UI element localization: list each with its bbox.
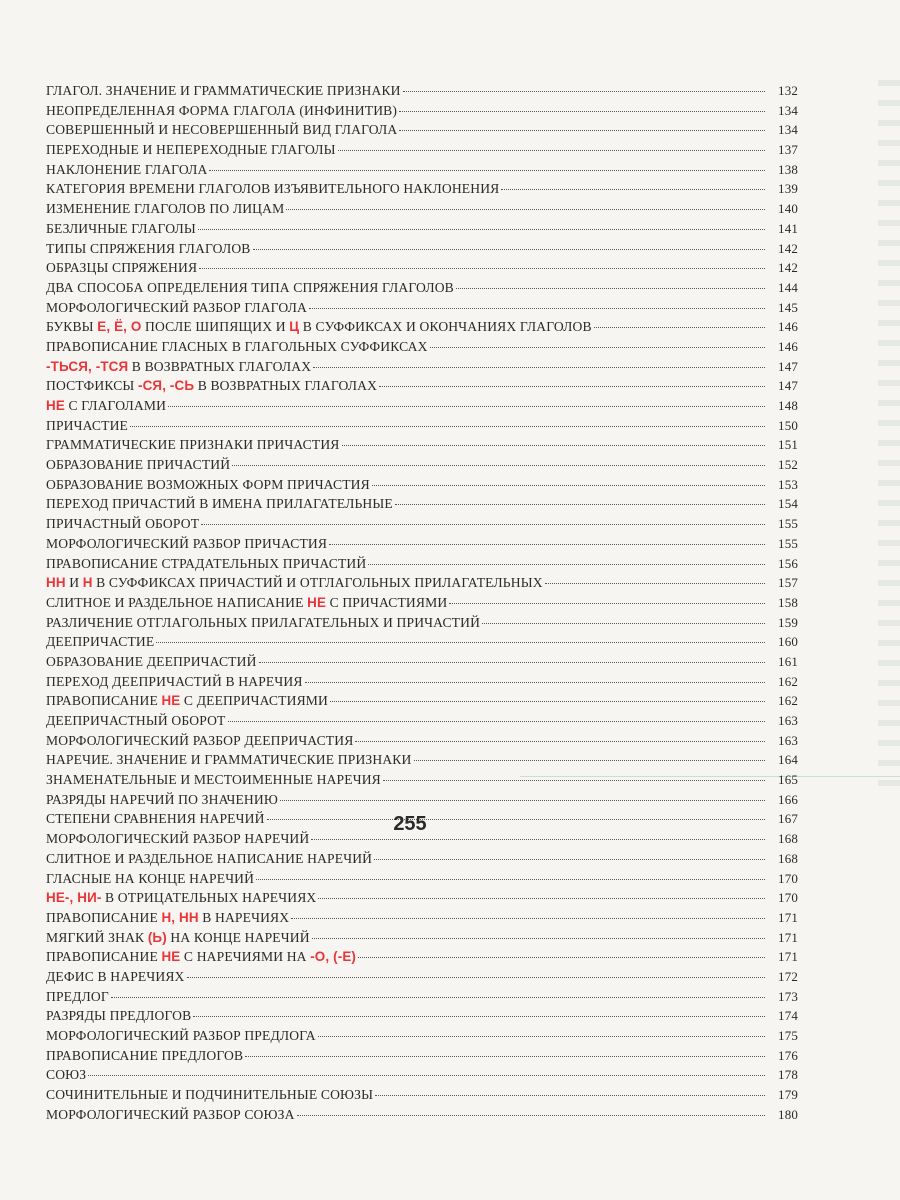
title-text: ЗНАМЕНАТЕЛЬНЫЕ И МЕСТОИМЕННЫЕ НАРЕЧИЯ (46, 772, 381, 788)
toc-entry-title (46, 593, 447, 613)
toc-entry-title (46, 888, 316, 908)
toc-entry (46, 1046, 798, 1066)
dot-leader (329, 544, 765, 545)
toc-entry (46, 947, 798, 967)
title-text: В СУФФИКСАХ ПРИЧАСТИЙ И ОТГЛАГОЛЬНЫХ ПРИЛАГАТЕЛЬНЫХ (92, 575, 543, 591)
toc-entry-page: 150 (778, 417, 798, 433)
toc-entry (46, 987, 798, 1007)
toc-entry (46, 869, 798, 889)
toc-entry-title (46, 1006, 191, 1026)
toc-entry-title (46, 120, 397, 140)
title-text: БЕЗЛИЧНЫЕ ГЛАГОЛЫ (46, 220, 196, 236)
title-text: ПРАВОПИСАНИЕ (46, 693, 162, 709)
toc-entry (46, 120, 798, 140)
toc-entry (46, 435, 798, 455)
dot-leader (130, 426, 765, 427)
toc-entry (46, 494, 798, 514)
toc-entry-title (46, 179, 499, 199)
dot-leader (309, 308, 765, 309)
title-text: ПРЕДЛОГ (46, 988, 109, 1004)
dot-leader (501, 189, 765, 190)
title-text: ПЕРЕХОД ДЕЕПРИЧАСТИЙ В НАРЕЧИЯ (46, 673, 303, 689)
dot-leader (318, 898, 765, 899)
toc-entry-page: 171 (778, 909, 798, 925)
title-text: МОРФОЛОГИЧЕСКИЙ РАЗБОР ПРЕДЛОГА (46, 1028, 316, 1043)
toc-entry (46, 770, 798, 790)
toc-entry-title (46, 494, 393, 514)
toc-entry-title (46, 731, 353, 751)
toc-entry-title (46, 1026, 316, 1046)
toc-entry-page: 147 (778, 358, 798, 374)
dot-leader (449, 603, 765, 604)
highlighted-morpheme: Н (82, 575, 93, 591)
dot-leader (372, 485, 765, 486)
title-text: ДЕЕПРИЧАСТНЫЙ ОБОРОТ (46, 713, 226, 728)
toc-entry-page: 161 (778, 653, 798, 669)
toc-entry-title (46, 317, 592, 337)
toc-entry-page: 163 (778, 732, 798, 748)
toc-entry (46, 652, 798, 672)
toc-entry-title (46, 750, 412, 770)
dot-leader (358, 957, 765, 958)
toc-entry-page: 146 (778, 338, 798, 354)
dot-leader (482, 623, 765, 624)
toc-entry-page: 172 (778, 968, 798, 984)
page-number: 255 (393, 813, 427, 835)
toc-entry-page: 176 (778, 1047, 798, 1063)
toc-entry-page: 162 (778, 693, 798, 709)
toc-entry (46, 278, 798, 298)
title-text: С НАРЕЧИЯМИ НА (180, 949, 311, 965)
toc-entry-title (46, 711, 226, 731)
title-text: МОРФОЛОГИЧЕСКИЙ РАЗБОР ПРИЧАСТИЯ (46, 535, 328, 551)
toc-entry-title (46, 81, 401, 101)
title-text: МОРФОЛОГИЧЕСКИЙ РАЗБОР ДЕЕПРИЧАСТИЯ (46, 732, 354, 748)
highlighted-morpheme: НЕ (307, 594, 327, 610)
title-text: В НАРЕЧИЯХ (198, 909, 290, 925)
toc-entry (46, 81, 798, 101)
toc-entry-page: 140 (778, 201, 798, 217)
title-text: ДЕФИС В НАРЕЧИЯХ (46, 968, 185, 984)
toc-entry-title (46, 1065, 86, 1085)
title-text: ГЛАГОЛ. ЗНАЧЕНИЕ И ГРАММАТИЧЕСКИЕ ПРИЗНАКИ (46, 83, 401, 98)
title-text: РАЗРЯДЫ НАРЕЧИЙ ПО ЗНАЧЕНИЮ (46, 791, 278, 807)
toc-entry (46, 967, 798, 987)
toc-entry (46, 554, 798, 574)
toc-entry-page: 165 (778, 772, 798, 788)
toc-entry (46, 239, 798, 259)
table-of-contents (46, 81, 798, 1124)
toc-entry (46, 534, 798, 554)
toc-entry (46, 731, 798, 751)
toc-entry-page: 167 (778, 811, 798, 827)
toc-entry-page: 141 (778, 220, 798, 236)
title-text: РАЗЛИЧЕНИЕ ОТГЛАГОЛЬНЫХ ПРИЛАГАТЕЛЬНЫХ И ПРИЧАСТИЙ (46, 614, 481, 630)
title-text: ОБРАЗОВАНИЕ ДЕЕПРИЧАСТИЙ (46, 653, 257, 669)
toc-entry (46, 1105, 798, 1125)
toc-entry-page: 164 (778, 752, 798, 768)
title-text: ПРАВОПИСАНИЕ (46, 909, 162, 925)
toc-entry-title (46, 967, 185, 987)
toc-entry-page: 156 (778, 555, 798, 571)
toc-entry-page: 168 (778, 850, 798, 866)
dot-leader (342, 445, 766, 446)
dot-leader (291, 918, 765, 919)
title-text: ПРАВОПИСАНИЕ ПРЕДЛОГОВ (46, 1047, 244, 1063)
dot-leader (209, 170, 765, 171)
title-text: ДЕЕПРИЧАСТИЕ (46, 634, 155, 650)
dot-leader (330, 701, 765, 702)
toc-entry-title (46, 396, 166, 416)
title-text: СЛИТНОЕ И РАЗДЕЛЬНОЕ НАПИСАНИЕ (46, 594, 308, 610)
dot-leader (375, 1095, 765, 1096)
dot-leader (256, 879, 765, 880)
highlighted-morpheme: -СЯ, -СЬ (137, 378, 195, 394)
toc-entry-page: 171 (778, 949, 798, 965)
toc-entry (46, 573, 798, 593)
toc-entry (46, 888, 798, 908)
toc-entry (46, 298, 798, 318)
dot-leader (338, 150, 765, 151)
toc-entry (46, 219, 798, 239)
highlighted-morpheme: НЕ-, НИ- (46, 890, 102, 906)
toc-entry-title (46, 554, 366, 574)
dot-leader (456, 288, 765, 289)
toc-entry-title (46, 1105, 295, 1125)
dot-leader (374, 859, 765, 860)
dot-leader (88, 1075, 765, 1076)
toc-entry (46, 928, 798, 948)
toc-entry-title (46, 613, 480, 633)
toc-entry-title (46, 1085, 373, 1105)
toc-entry-page: 170 (778, 870, 798, 886)
toc-entry-title (46, 947, 356, 967)
toc-entry-title (46, 219, 196, 239)
title-text: В СУФФИКСАХ И ОКОНЧАНИЯХ ГЛАГОЛОВ (299, 319, 592, 335)
toc-entry (46, 199, 798, 219)
title-text: РАЗРЯДЫ ПРЕДЛОГОВ (46, 1008, 192, 1024)
toc-entry-page: 132 (778, 83, 798, 98)
highlighted-morpheme: Н, НН (161, 909, 199, 925)
toc-entry-page: 134 (778, 122, 798, 138)
toc-entry (46, 1085, 798, 1105)
toc-entry (46, 160, 798, 180)
dot-leader (430, 347, 765, 348)
toc-entry-page: 175 (778, 1028, 798, 1043)
title-text: ПЕРЕХОДНЫЕ И НЕПЕРЕХОДНЫЕ ГЛАГОЛЫ (46, 142, 336, 158)
toc-entry-title (46, 869, 254, 889)
dot-leader (383, 780, 765, 781)
toc-entry-title (46, 691, 328, 711)
dot-leader (312, 938, 765, 939)
toc-entry-page: 147 (778, 378, 798, 394)
title-text: ГЛАСНЫЕ НА КОНЦЕ НАРЕЧИЙ (46, 870, 255, 886)
dot-leader (313, 367, 765, 368)
dot-leader (198, 229, 765, 230)
toc-entry-title (46, 376, 377, 396)
title-text: НА КОНЦЕ НАРЕЧИЙ (166, 929, 310, 945)
toc-entry-page: 138 (778, 161, 798, 177)
toc-entry (46, 475, 798, 495)
toc-entry-title (46, 337, 428, 357)
title-text: НАКЛОНЕНИЕ ГЛАГОЛА (46, 161, 208, 177)
toc-entry-page: 155 (778, 535, 798, 551)
highlighted-morpheme: Ц (289, 319, 300, 335)
toc-entry-page: 142 (778, 240, 798, 256)
toc-entry-title (46, 1046, 243, 1066)
dot-leader (245, 1056, 765, 1057)
title-text: МЯГКИЙ ЗНАК (46, 929, 148, 945)
dot-leader (594, 327, 765, 328)
toc-entry-page: 170 (778, 890, 798, 906)
title-text: ИЗМЕНЕНИЕ ГЛАГОЛОВ ПО ЛИЦАМ (46, 201, 285, 217)
toc-entry-title (46, 908, 289, 928)
dot-leader (399, 111, 765, 112)
toc-entry-page: 151 (778, 437, 798, 453)
title-text: ПРАВОПИСАНИЕ СТРАДАТЕЛЬНЫХ ПРИЧАСТИЙ (46, 555, 367, 571)
toc-entry (46, 849, 798, 869)
toc-entry (46, 1065, 798, 1085)
toc-entry-title (46, 298, 307, 318)
toc-entry (46, 613, 798, 633)
title-text: КАТЕГОРИЯ ВРЕМЕНИ ГЛАГОЛОВ ИЗЪЯВИТЕЛЬНОГО НАКЛОНЕНИЯ (46, 181, 500, 197)
dot-leader (111, 997, 765, 998)
toc-entry-page: 163 (778, 713, 798, 728)
toc-entry-page: 144 (778, 279, 798, 295)
toc-entry (46, 258, 798, 278)
title-text: ПРИЧАСТИЕ (46, 417, 129, 433)
title-text: С ГЛАГОЛАМИ (64, 398, 167, 413)
title-text: ПОСТФИКСЫ (46, 378, 138, 394)
toc-entry (46, 376, 798, 396)
dot-leader (403, 91, 765, 92)
title-text: МОРФОЛОГИЧЕСКИЙ РАЗБОР НАРЕЧИЙ (46, 831, 310, 847)
title-text: В ВОЗВРАТНЫХ ГЛАГОЛАХ (194, 378, 378, 394)
title-text: НАРЕЧИЕ. ЗНАЧЕНИЕ И ГРАММАТИЧЕСКИЕ ПРИЗНАКИ (46, 752, 412, 768)
dot-leader (193, 1016, 765, 1017)
title-text: МОРФОЛОГИЧЕСКИЙ РАЗБОР ГЛАГОЛА (46, 299, 307, 315)
title-text: В ВОЗВРАТНЫХ ГЛАГОЛАХ (128, 358, 312, 374)
toc-entry-page: 148 (778, 398, 798, 413)
toc-entry-title (46, 475, 370, 495)
title-text: НЕОПРЕДЕЛЕННАЯ ФОРМА ГЛАГОЛА (ИНФИНИТИВ) (46, 102, 398, 118)
dot-leader (355, 741, 765, 742)
toc-entry-page: 158 (778, 594, 798, 610)
dot-leader (232, 465, 765, 466)
toc-entry (46, 101, 798, 121)
highlighted-morpheme: -ТЬСЯ, -ТСЯ (46, 358, 129, 374)
toc-entry-title (46, 160, 207, 180)
title-text: ПРИЧАСТНЫЙ ОБОРОТ (46, 516, 200, 532)
toc-entry-page: 152 (778, 457, 798, 473)
highlighted-morpheme: НЕ (46, 398, 65, 413)
title-text: ГРАММАТИЧЕСКИЕ ПРИЗНАКИ ПРИЧАСТИЯ (46, 437, 340, 453)
title-text: С ПРИЧАСТИЯМИ (326, 594, 448, 610)
toc-entry-page: 166 (778, 791, 798, 807)
dot-leader (311, 839, 765, 840)
dot-leader (259, 662, 765, 663)
toc-entry-page: 157 (778, 575, 798, 591)
toc-entry-title (46, 258, 197, 278)
dot-leader (368, 564, 765, 565)
toc-entry (46, 908, 798, 928)
toc-entry-title (46, 987, 109, 1007)
title-text: ОБРАЗОВАНИЕ ВОЗМОЖНЫХ ФОРМ ПРИЧАСТИЯ (46, 476, 370, 492)
dot-leader (399, 130, 765, 131)
highlighted-morpheme: -О, (-Е) (310, 949, 357, 965)
dot-leader (414, 760, 766, 761)
toc-entry-title (46, 435, 340, 455)
dot-leader (286, 209, 765, 210)
highlighted-morpheme: НЕ (161, 693, 181, 709)
title-text: ПРАВОПИСАНИЕ (46, 949, 162, 965)
dot-leader (305, 682, 765, 683)
toc-entry-title (46, 514, 199, 534)
dot-leader (156, 642, 765, 643)
toc-entry-page: 153 (778, 476, 798, 492)
title-text: ПРАВОПИСАНИЕ ГЛАСНЫХ В ГЛАГОЛЬНЫХ СУФФИКСАХ (46, 338, 428, 354)
toc-entry-title (46, 573, 543, 593)
toc-entry-title (46, 140, 336, 160)
toc-entry-title (46, 928, 310, 948)
dot-leader (187, 977, 766, 978)
toc-entry-title (46, 455, 230, 475)
dot-leader (318, 1036, 765, 1037)
title-text: БУКВЫ (46, 319, 98, 335)
toc-entry (46, 416, 798, 436)
toc-entry-title (46, 416, 128, 436)
title-text: СЛИТНОЕ И РАЗДЕЛЬНОЕ НАПИСАНИЕ НАРЕЧИЙ (46, 850, 373, 866)
toc-entry-page: 168 (778, 831, 798, 847)
toc-entry-page: 174 (778, 1008, 798, 1024)
toc-entry (46, 396, 798, 416)
title-text: МОРФОЛОГИЧЕСКИЙ РАЗБОР СОЮЗА (46, 1106, 295, 1122)
toc-entry (46, 672, 798, 692)
toc-entry-title (46, 652, 257, 672)
toc-entry-title (46, 357, 311, 377)
toc-entry (46, 1006, 798, 1026)
toc-entry-page: 154 (778, 496, 798, 512)
toc-entry (46, 632, 798, 652)
toc-entry (46, 140, 798, 160)
toc-entry-page: 160 (778, 634, 798, 650)
toc-entry-page: 139 (778, 181, 798, 197)
toc-entry-page: 179 (778, 1087, 798, 1103)
highlighted-morpheme: НН (46, 575, 66, 591)
dot-leader (297, 1115, 765, 1116)
toc-entry (46, 593, 798, 613)
dot-leader (168, 406, 765, 407)
toc-entry-page: 142 (778, 260, 798, 276)
title-text: ПЕРЕХОД ПРИЧАСТИЙ В ИМЕНА ПРИЛАГАТЕЛЬНЫЕ (46, 496, 393, 512)
toc-entry-title (46, 101, 397, 121)
toc-entry (46, 179, 798, 199)
toc-entry (46, 691, 798, 711)
title-text: СОЮЗ (46, 1067, 87, 1083)
toc-entry (46, 317, 798, 337)
toc-entry-page: 159 (778, 614, 798, 630)
toc-entry-page: 162 (778, 673, 798, 689)
dot-leader (395, 504, 765, 505)
toc-entry-page: 145 (778, 299, 798, 315)
dot-leader (280, 800, 765, 801)
highlighted-morpheme: Е, Ё, О (97, 319, 142, 335)
toc-entry (46, 711, 798, 731)
toc-entry-page: 171 (778, 929, 798, 945)
highlighted-morpheme: (Ь) (147, 929, 167, 945)
toc-entry-page: 134 (778, 102, 798, 118)
toc-entry-title (46, 770, 381, 790)
title-text: И (65, 575, 83, 591)
toc-entry-page: 146 (778, 319, 798, 335)
toc-entry (46, 357, 798, 377)
dot-leader (379, 386, 765, 387)
toc-entry-title (46, 790, 278, 810)
toc-entry-page: 137 (778, 142, 798, 158)
title-text: ДВА СПОСОБА ОПРЕДЕЛЕНИЯ ТИПА СПРЯЖЕНИЯ ГЛАГОЛОВ (46, 279, 454, 295)
title-text: ПОСЛЕ ШИПЯЩИХ И (141, 319, 290, 335)
toc-entry-page: 180 (778, 1106, 798, 1122)
dot-leader (228, 721, 766, 722)
title-text: С ДЕЕПРИЧАСТИЯМИ (180, 693, 328, 709)
bleed-through-texture (878, 80, 900, 800)
toc-entry-title (46, 672, 303, 692)
toc-entry-title (46, 239, 251, 259)
dot-leader (253, 249, 765, 250)
toc-entry-title (46, 632, 154, 652)
title-text: В ОТРИЦАТЕЛЬНЫХ НАРЕЧИЯХ (101, 890, 317, 906)
toc-entry-page: 155 (778, 516, 798, 532)
title-text: СОВЕРШЕННЫЙ И НЕСОВЕРШЕННЫЙ ВИД ГЛАГОЛА (46, 122, 398, 138)
dot-leader (545, 583, 765, 584)
toc-entry (46, 514, 798, 534)
toc-entry-title (46, 199, 284, 219)
dot-leader (201, 524, 765, 525)
toc-entry (46, 790, 798, 810)
toc-entry-title (46, 278, 454, 298)
title-text: ОБРАЗОВАНИЕ ПРИЧАСТИЙ (46, 457, 231, 473)
toc-entry (46, 1026, 798, 1046)
toc-entry (46, 455, 798, 475)
title-text: СОЧИНИТЕЛЬНЫЕ И ПОДЧИНИТЕЛЬНЫЕ СОЮЗЫ (46, 1087, 374, 1103)
dot-leader (199, 268, 765, 269)
toc-entry (46, 750, 798, 770)
title-text: ОБРАЗЦЫ СПРЯЖЕНИЯ (46, 260, 198, 276)
toc-entry-title (46, 534, 327, 554)
toc-entry-page: 178 (778, 1067, 798, 1083)
toc-entry-page: 173 (778, 988, 798, 1004)
highlighted-morpheme: НЕ (161, 949, 181, 965)
title-text: ТИПЫ СПРЯЖЕНИЯ ГЛАГОЛОВ (46, 240, 251, 256)
toc-entry (46, 337, 798, 357)
title-text: СТЕПЕНИ СРАВНЕНИЯ НАРЕЧИЙ (46, 811, 265, 827)
toc-entry-title (46, 849, 372, 869)
